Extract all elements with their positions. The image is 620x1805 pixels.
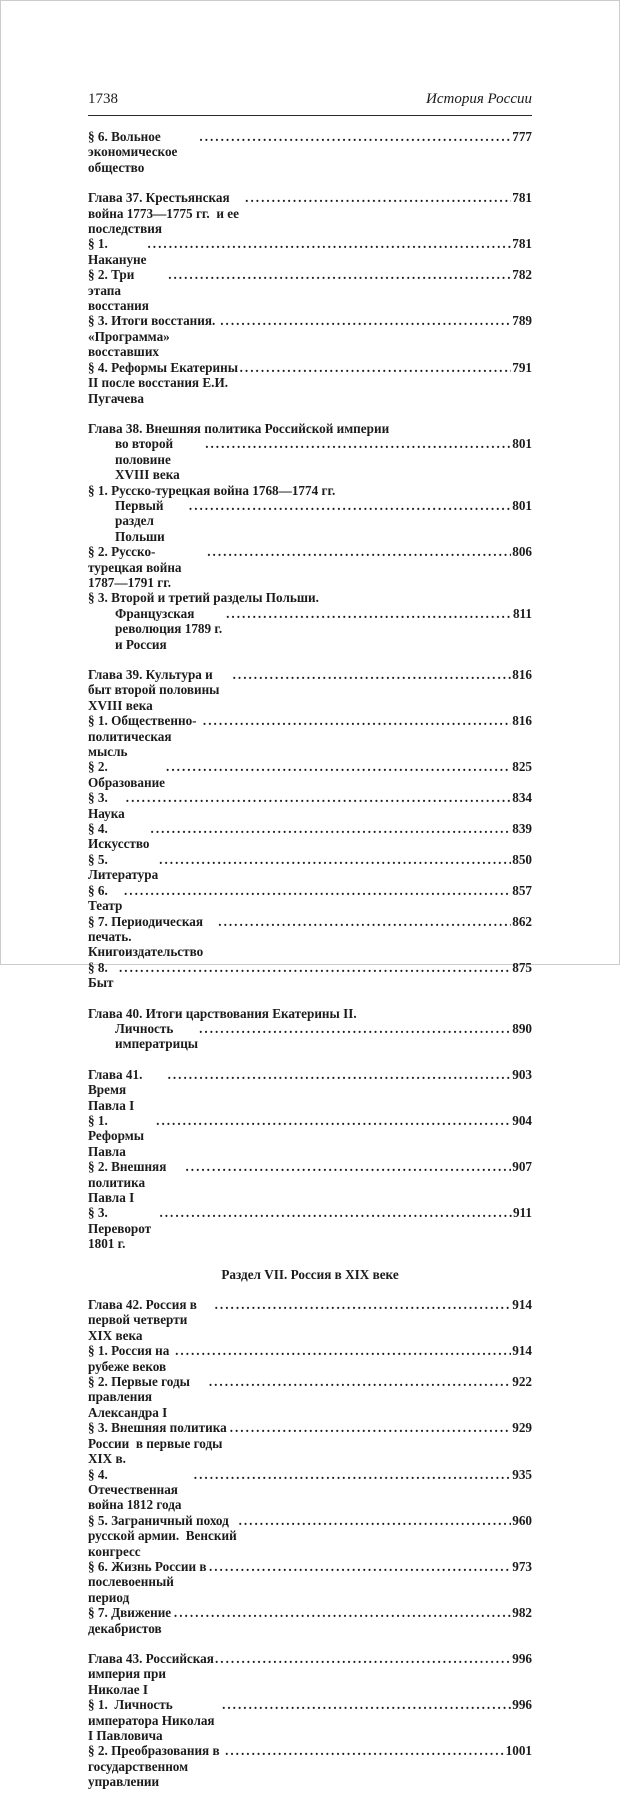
- toc-page-number: 1001: [505, 1743, 532, 1759]
- toc-entry-text: § 1. Русско-турецкая война 1768—1774 гг.: [88, 482, 336, 498]
- toc-entry-text: § 5. Литература: [88, 851, 159, 883]
- toc-entry-text: § 3. Наука: [88, 790, 125, 821]
- toc-entry-text: § 7. Периодическая печать. Книгоиздательство: [88, 913, 207, 960]
- toc-page-number: 875: [512, 959, 532, 975]
- toc-line: [88, 1205, 532, 1251]
- toc-entry-text: § 1. Россия на рубеже веков: [88, 1343, 173, 1374]
- toc-entry-text: Глава 43. Российская империя при Николае I: [88, 1650, 218, 1697]
- dot-leader: [151, 821, 512, 836]
- toc-page-number: 850: [512, 851, 532, 867]
- toc-page-number: 904: [512, 1112, 532, 1128]
- header-rule: [88, 115, 532, 116]
- toc-entry-text: § 2. Внешняя политика Павла I: [88, 1159, 170, 1205]
- dot-leader: [203, 713, 511, 728]
- toc-page-number: 781: [512, 190, 532, 206]
- toc-line: [88, 1559, 532, 1605]
- dot-leader: [168, 1067, 512, 1082]
- toc-entry-text: § 2. Преобразования в государственном управлении: [88, 1743, 223, 1790]
- toc-entry-text: Глава 39. Культура и быт второй половины XVIII века: [88, 667, 223, 713]
- toc-section-heading: [88, 1267, 532, 1282]
- toc-entry-text: Первый раздел Польши: [115, 497, 167, 544]
- toc-line: [88, 1605, 532, 1636]
- toc-page-number: 834: [512, 790, 532, 806]
- toc-entry-text: во второй половине XVIII века: [115, 436, 180, 483]
- toc-entry-text: § 2. Образование: [88, 759, 166, 790]
- toc-entry-text: § 6. Театр: [88, 882, 123, 914]
- toc-page-number: 973: [512, 1558, 532, 1574]
- dot-leader: [207, 544, 511, 559]
- dot-leader: [220, 313, 511, 328]
- toc-page-number: 903: [512, 1066, 532, 1082]
- page-number: 1738: [88, 91, 118, 107]
- toc-line: [88, 1513, 532, 1559]
- toc-page-number: 791: [512, 359, 532, 375]
- toc-line: [88, 1743, 532, 1789]
- toc-line: [88, 1467, 532, 1513]
- toc-entry-text: § 4. Искусство: [88, 821, 150, 852]
- dot-leader: [245, 190, 511, 205]
- toc-entry-text: § 6. Жизнь России в послевоенный период: [88, 1558, 210, 1605]
- toc-chapter-line: [88, 1297, 532, 1343]
- toc-line: [88, 1021, 532, 1052]
- toc-entry-text: Личность императрицы: [115, 1020, 199, 1052]
- toc-page-number: 789: [512, 313, 532, 329]
- toc-line: [88, 960, 532, 991]
- toc-page-number: 996: [512, 1650, 532, 1666]
- toc-line: [88, 236, 532, 267]
- dot-leader: [185, 1159, 511, 1174]
- toc-block: [88, 1067, 532, 1252]
- toc-chapter-line: [88, 1651, 532, 1697]
- toc-entry-text: § 6. Вольное экономическое общество: [88, 129, 181, 175]
- dot-leader: [194, 1467, 511, 1482]
- toc-entry-text: Глава 41. Время Павла I: [88, 1066, 146, 1113]
- toc-page-number: 862: [512, 913, 532, 929]
- toc-line: [88, 790, 532, 821]
- toc-line: [88, 436, 532, 482]
- toc-section-heading-block: [88, 1267, 532, 1282]
- dot-leader: [240, 360, 512, 375]
- toc-page-number: 801: [512, 436, 532, 452]
- dot-leader: [205, 436, 511, 451]
- dot-leader: [199, 1021, 511, 1036]
- toc-entry-text: § 7. Движение декабристов: [88, 1605, 175, 1636]
- page-header: [88, 90, 532, 108]
- toc-line: [88, 713, 532, 759]
- dot-leader: [189, 498, 511, 513]
- toc-entry-text: § 3. Внешняя политика России в первые годы XIX в.: [88, 1420, 231, 1467]
- dot-leader: [174, 1605, 511, 1620]
- dot-leader: [230, 1420, 512, 1435]
- toc-line: [88, 544, 532, 590]
- toc-entry-text: § 2. Первые годы правления Александра I: [88, 1374, 194, 1420]
- dot-leader: [226, 606, 512, 621]
- toc-entry-text: § 2. Три этапа восстания: [88, 267, 149, 314]
- toc-page-number: 816: [512, 667, 532, 682]
- toc-chapter-line: [88, 190, 532, 236]
- toc-entry-text: § 1. Общественно-политическая мысль: [88, 713, 197, 760]
- toc-line: [88, 1343, 532, 1374]
- toc-line: [88, 1113, 532, 1159]
- toc-line: [88, 267, 532, 313]
- toc-entry-text: § 1. Реформы Павла: [88, 1112, 148, 1159]
- toc-page-number: 960: [512, 1512, 532, 1528]
- toc-entry-text: § 4. Реформы Екатерины II после восстания Е.И. Пугачева: [88, 359, 242, 406]
- toc-line: [88, 1697, 532, 1743]
- toc-entry-text: Глава 42. Россия в первой четверти XIX века: [88, 1297, 201, 1343]
- toc-entry-text: § 3. Второй и третий разделы Польши.: [88, 590, 319, 606]
- toc-line: [88, 313, 532, 359]
- toc-chapter-line: [88, 421, 532, 436]
- toc-page-number: 914: [512, 1343, 532, 1359]
- dot-leader: [222, 1697, 511, 1712]
- toc-page-number: 816: [512, 713, 532, 729]
- dot-leader: [119, 960, 511, 975]
- toc-line: [88, 852, 532, 883]
- toc-page-number: 982: [512, 1605, 532, 1621]
- toc-block: [88, 1006, 532, 1052]
- toc-page-number: 922: [512, 1374, 532, 1390]
- toc-page-number: 890: [512, 1020, 532, 1036]
- toc-block: [88, 1297, 532, 1636]
- toc-entry-text: § 3. Итоги восстания. «Программа» восставших: [88, 313, 219, 360]
- dot-leader: [218, 914, 511, 929]
- dot-leader: [225, 1743, 505, 1758]
- toc-entry-text: Глава 37. Крестьянская война 1773—1775 гг. и ее последствия: [88, 190, 243, 237]
- toc-line: [88, 883, 532, 914]
- toc-entry-text: § 8. Быт: [88, 959, 114, 991]
- toc-entry-text: Французская революция 1789 г. и Россия: [115, 605, 226, 652]
- toc-page-number: 911: [512, 1205, 532, 1221]
- toc-page-number: 914: [512, 1297, 532, 1313]
- dot-leader: [209, 1559, 511, 1574]
- dot-leader: [199, 129, 511, 144]
- toc-entry-text: § 5. Заграничный поход русской армии. Венский конгресс: [88, 1512, 240, 1559]
- toc-line: [88, 129, 532, 175]
- toc-entry-text: § 2. Русско-турецкая война 1787—1791 гг.: [88, 544, 185, 590]
- toc-chapter-line: [88, 1067, 532, 1113]
- toc-page-number: 781: [512, 236, 532, 252]
- toc-page-number: 777: [512, 129, 532, 144]
- dot-leader: [126, 790, 511, 805]
- toc-chapter-line: [88, 1006, 532, 1021]
- toc-entry-text: § 1. Накануне: [88, 236, 147, 267]
- dot-leader: [215, 1297, 512, 1312]
- toc-line: [88, 606, 532, 652]
- toc-page-number: 806: [512, 544, 532, 560]
- toc-page-number: 825: [512, 759, 532, 775]
- toc-entry-text: § 4. Отечественная война 1812 года: [88, 1466, 182, 1513]
- dot-leader: [168, 267, 511, 282]
- toc-block: [88, 1651, 532, 1790]
- toc-line: [88, 759, 532, 790]
- toc-line: [88, 590, 532, 605]
- dot-leader: [159, 852, 511, 867]
- book-page: [88, 90, 532, 1805]
- toc-page-number: 996: [512, 1697, 532, 1713]
- toc-page-number: 929: [512, 1420, 532, 1436]
- toc-line: [88, 821, 532, 852]
- toc-line: [88, 914, 532, 960]
- toc-entry-text: Глава 38. Внешняя политика Российской империи: [88, 420, 390, 436]
- dot-leader: [233, 667, 512, 682]
- toc: [88, 129, 532, 1790]
- toc-page-number: 935: [512, 1466, 532, 1482]
- dot-leader: [175, 1343, 511, 1358]
- toc-line: [88, 483, 532, 498]
- toc-entry-text: Глава 40. Итоги царствования Екатерины II.: [88, 1005, 357, 1021]
- toc-line: [88, 1420, 532, 1466]
- dot-leader: [215, 1651, 511, 1666]
- toc-line: [88, 1374, 532, 1420]
- dot-leader: [239, 1513, 512, 1528]
- toc-line: [88, 1159, 532, 1205]
- toc-entry-text: Раздел VII. Россия в XIX веке: [221, 1266, 399, 1282]
- running-title: История России: [426, 91, 532, 107]
- toc-page-number: 811: [512, 605, 532, 621]
- toc-block: [88, 667, 532, 991]
- dot-leader: [166, 759, 511, 774]
- dot-leader: [148, 236, 512, 251]
- toc-page-number: 907: [512, 1159, 532, 1175]
- toc-entry-text: § 1. Личность императора Николая I Павловича: [88, 1697, 218, 1743]
- toc-page-number: 857: [512, 882, 532, 898]
- toc-line: [88, 360, 532, 406]
- toc-entry-text: § 3. Переворот 1801 г.: [88, 1205, 155, 1252]
- dot-leader: [159, 1205, 512, 1220]
- toc-chapter-line: [88, 667, 532, 713]
- dot-leader: [156, 1113, 511, 1128]
- toc-page-number: 782: [512, 267, 532, 283]
- toc-block: [88, 190, 532, 406]
- toc-page-number: 839: [512, 821, 532, 837]
- dot-leader: [124, 883, 511, 898]
- toc-page-number: 801: [512, 497, 532, 513]
- toc-line: [88, 498, 532, 544]
- toc-block: [88, 421, 532, 652]
- toc-block: [88, 129, 532, 175]
- dot-leader: [209, 1374, 511, 1389]
